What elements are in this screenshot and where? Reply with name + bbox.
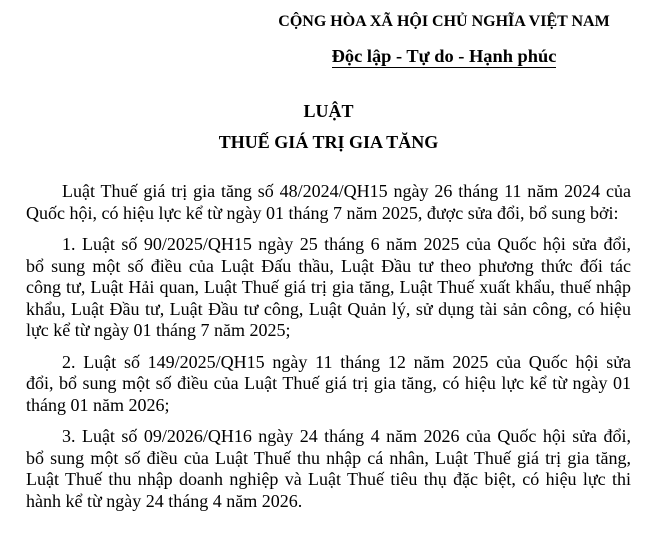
national-title: CỘNG HÒA XÃ HỘI CHỦ NGHĨA VIỆT NAM [278, 13, 610, 30]
paragraph-line: Quốc hội, có hiệu lực kể từ ngày 01 tháng 7 năm 2025, được sửa đổi, bổ sung bởi: [26, 202, 619, 223]
paragraph-line: lực kể từ ngày 01 tháng 7 năm 2025; [26, 320, 291, 340]
consolidation-intro [26, 181, 631, 224]
paragraph-line: 1. Luật số 90/2025/QH15 ngày 25 tháng 6 năm 2025 của Quốc hội sửa đổi, [62, 234, 631, 254]
paragraph-line: 3. Luật số 09/2026/QH16 ngày 24 tháng 4 năm 2026 của Quốc hội sửa đổi, [62, 426, 631, 446]
document-header [244, 12, 644, 68]
national-motto: Độc lập - Tự do - Hạnh phúc [331, 46, 557, 66]
paragraph-line: công tư, Luật Hải quan, Luật Thuế giá trị gia tăng, Luật Thuế xuất khẩu, thuế nhập [26, 277, 631, 297]
paragraph-line: tháng 01 năm 2026; [26, 394, 170, 415]
paragraph-line: Luật Thuế thu nhập doanh nghiệp và Luật Thuế tiêu thụ đặc biệt, có hiệu lực thi [26, 469, 631, 489]
paragraph-line: bổ sung một số điều của Luật Thuế thu nhập cá nhân, Luật Thuế giá trị gia tăng, [26, 447, 631, 468]
motto-row [244, 45, 644, 68]
document-body [26, 181, 631, 522]
paragraph-line: 2. Luật số 149/2025/QH15 ngày 11 tháng 12 năm 2025 của Quốc hội sửa [62, 351, 631, 372]
document-title: THUẾ GIÁ TRỊ GIA TĂNG [218, 132, 439, 152]
paragraph-line: đổi, bổ sung một số điều của Luật Thuế giá trị gia tăng, có hiệu lực kể từ ngày 01 [26, 373, 631, 393]
paragraph-line: bổ sung một số điều của Luật Đấu thầu, Luật Đầu tư theo phương thức đối tác [26, 255, 631, 276]
amendment-item-3 [26, 426, 631, 512]
paragraph-line: Luật Thuế giá trị gia tăng số 48/2024/QH15 ngày 26 tháng 11 năm 2024 của [62, 181, 631, 201]
document-type: LUẬT [303, 101, 354, 121]
document-title-block [0, 96, 657, 158]
amendment-item-1 [26, 234, 631, 342]
paragraph-line: hành kể từ ngày 24 tháng 4 năm 2026. [26, 490, 303, 511]
paragraph-line: khẩu, Luật Đầu tư, Luật Đầu tư công, Luật Quản lý, sử dụng tài sản công, có hiệu [26, 298, 631, 319]
amendment-item-2 [26, 352, 631, 417]
